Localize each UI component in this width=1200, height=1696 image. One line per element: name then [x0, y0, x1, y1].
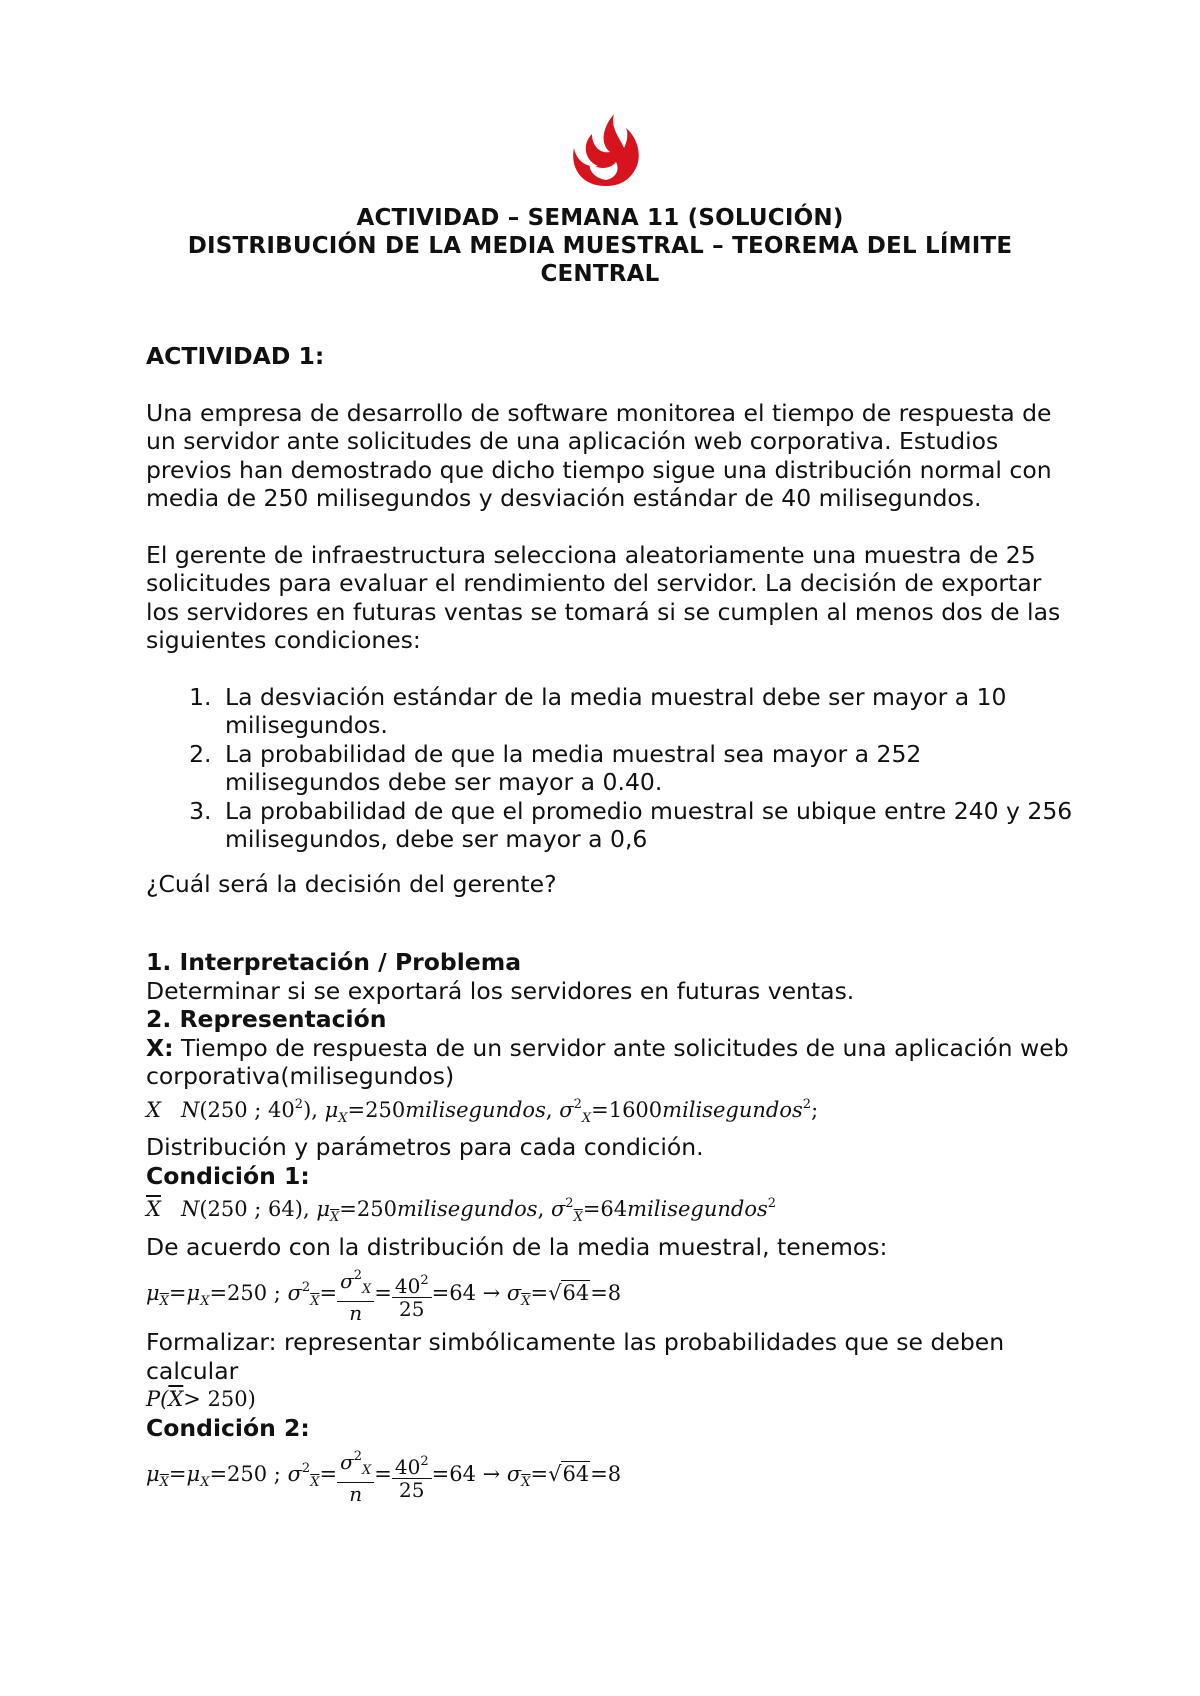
title-line-2: DISTRIBUCIÓN DE LA MEDIA MUESTRAL – TEOREMA DEL LÍMITE — [187, 233, 1013, 259]
formalize-text: Formalizar: representar simbólicamente las probabilidades que se deben calcular — [146, 1328, 1005, 1385]
problem-paragraph-1: Una empresa de desarrollo de software monitorea el tiempo de respuesta de un servidor ante solicitudes de una aplicación web corporativa. Estudios previos han demostrado que dicho tiempo sigue una distribución normal con media de 250 milisegundos y desviación estándar de 40 milisegundos. — [146, 398, 1052, 512]
prob-symbol: P( — [146, 1387, 169, 1411]
title-line-3: CENTRAL — [540, 261, 660, 287]
problem-paragraph-2: El gerente de infraestructura selecciona aleatoriamente una muestra de 25 solicitudes para evaluar el rendimiento del servidor. La decisión de exportar los servidores en futuras ventas se tomará si se cumplen al menos dos de las siguientes condiciones: — [146, 540, 1061, 654]
mu-symbol: μ — [316, 1197, 330, 1221]
frac-num: 40 — [394, 1454, 421, 1479]
university-logo — [566, 108, 646, 190]
frac-den: n — [349, 1301, 363, 1325]
condition2-heading: Condición 2: — [146, 1413, 310, 1442]
sqrt-value: 64 — [562, 1462, 590, 1486]
x-distribution-formula: X N(250 ; $40^2$), $\mu_X=250milisegundos$, $\sigma^2_X=1600milisegundos^2$; — [146, 1096, 819, 1126]
section1-text: Determinar si se exportará los servidores en futuras ventas. — [146, 976, 855, 1005]
mu-value: =250 — [339, 1197, 397, 1221]
section1-heading: 1. Interpretación / Problema — [146, 948, 522, 976]
mu-symbol: μ — [186, 1462, 201, 1486]
sigma-value: =1600 — [591, 1097, 663, 1122]
variable-definition — [146, 1034, 1076, 1091]
fraction: $\frac{40^2}{25}$ — [392, 1270, 432, 1320]
sqrt-value: 64 — [562, 1281, 590, 1305]
standard-error-formula-1: $\mu_{\overline{X}}=\mu_X=250$ ; $\sigma^2_{\overline{X}}=$ $\frac{\sigma^2_X}{n}$ = $\frac{40^2}{25}$ $=64 \to \sigma_{\overline{X}}=√64=8$ — [146, 1265, 1076, 1324]
distribution-text: Distribución y parámetros para cada condición. — [146, 1133, 704, 1161]
unit: milisegundos — [627, 1197, 768, 1221]
formula-end: =64 → — [431, 1281, 507, 1305]
conditions-list — [146, 683, 1076, 854]
mu-value: =250 — [347, 1097, 406, 1122]
question-text: ¿Cuál será la decisión del gerente? — [146, 869, 557, 898]
mu-symbol: μ — [146, 1462, 160, 1486]
n-symbol: N — [180, 1097, 200, 1122]
unit: milisegundos — [405, 1097, 546, 1122]
unit: milisegundos — [396, 1197, 538, 1221]
fraction: $\frac{40^2}{25}$ — [392, 1451, 432, 1501]
frac-den: n — [349, 1482, 363, 1506]
sigma-symbol: σ — [506, 1281, 522, 1305]
n-symbol: N — [180, 1197, 200, 1221]
final-value: =8 — [590, 1281, 622, 1305]
formula-end: =64 → — [431, 1462, 507, 1486]
document-title-block — [150, 204, 1050, 288]
final-value: =8 — [590, 1462, 622, 1486]
standard-error-formula-2: $\mu_{\overline{X}}=\mu_X=250$ ; $\sigma^2_{\overline{X}}=$ $\frac{\sigma^2_X}{n}$ = $\frac{40^2}{25}$ $=64 \to \sigma_{\overline{X}}=√64=8$ — [146, 1446, 1076, 1505]
frac-num: σ — [340, 1269, 354, 1293]
fraction: $\frac{\sigma^2_X}{n}$ — [337, 1265, 374, 1324]
condition1-heading: Condición 1: — [146, 1161, 310, 1190]
prob-tail: > 250) — [183, 1387, 256, 1411]
condition-item: 2. La probabilidad de que la media muestral sea mayor a 252 milisegundos debe ser mayor a 0.40. — [219, 740, 1076, 797]
mu-symbol: μ — [324, 1097, 339, 1122]
sigma-symbol: σ — [550, 1197, 566, 1221]
frac-num: σ — [340, 1450, 354, 1474]
x-definition: Tiempo de respuesta de un servidor ante solicitudes de una aplicación web corporativa(milisegundos) — [146, 1033, 1069, 1090]
frac-num: 40 — [394, 1273, 421, 1298]
title-line-1: ACTIVIDAD – SEMANA 11 (SOLUCIÓN) — [356, 205, 844, 231]
activity-heading: ACTIVIDAD 1: — [146, 342, 325, 370]
probability-expression — [146, 1385, 1076, 1414]
sigma-value: =64 — [582, 1197, 628, 1221]
xbar-distribution-formula: $\overline{X}$ N(250 ; 64), $\mu_{\overline{X}}=250milisegundos$, $\sigma^2_{\overline{X}}=64milisegundos^2$ — [146, 1196, 777, 1225]
section2-heading: 2. Representación — [146, 1005, 387, 1033]
x-symbol: X — [146, 1097, 161, 1122]
sigma-symbol: σ — [506, 1462, 522, 1486]
condition-item: 3. La probabilidad de que el promedio muestral se ubique entre 240 y 256 milisegundos, debe ser mayor a 0,6 — [219, 797, 1076, 854]
fraction: $\frac{\sigma^2_X}{n}$ — [337, 1446, 374, 1505]
sigma-symbol: σ — [287, 1462, 302, 1486]
xbar-symbol: $\overline{X}$ — [146, 1197, 161, 1221]
xbar-symbol: $\overline{X}$ — [168, 1387, 184, 1411]
x-label: X: — [146, 1033, 174, 1062]
mu-symbol: μ — [146, 1281, 160, 1305]
unit: milisegundos — [662, 1097, 803, 1122]
x-params: (250 ; 40 — [199, 1097, 295, 1122]
xbar-params: (250 ; 64) — [199, 1197, 303, 1221]
sigma-symbol: σ — [287, 1281, 302, 1305]
mu-symbol: μ — [186, 1281, 201, 1305]
condition-item: 1. La desviación estándar de la media muestral debe ser mayor a 10 milisegundos. — [219, 683, 1076, 740]
frac-den: 25 — [399, 1296, 425, 1321]
document-body — [146, 342, 1076, 1509]
sigma-symbol: σ — [559, 1097, 574, 1122]
formula-mid: =250 ; — [209, 1281, 288, 1305]
condition1-text: De acuerdo con la distribución de la media muestral, tenemos: — [146, 1232, 888, 1261]
frac-den: 25 — [399, 1477, 425, 1502]
formula-mid: =250 ; — [209, 1462, 288, 1486]
